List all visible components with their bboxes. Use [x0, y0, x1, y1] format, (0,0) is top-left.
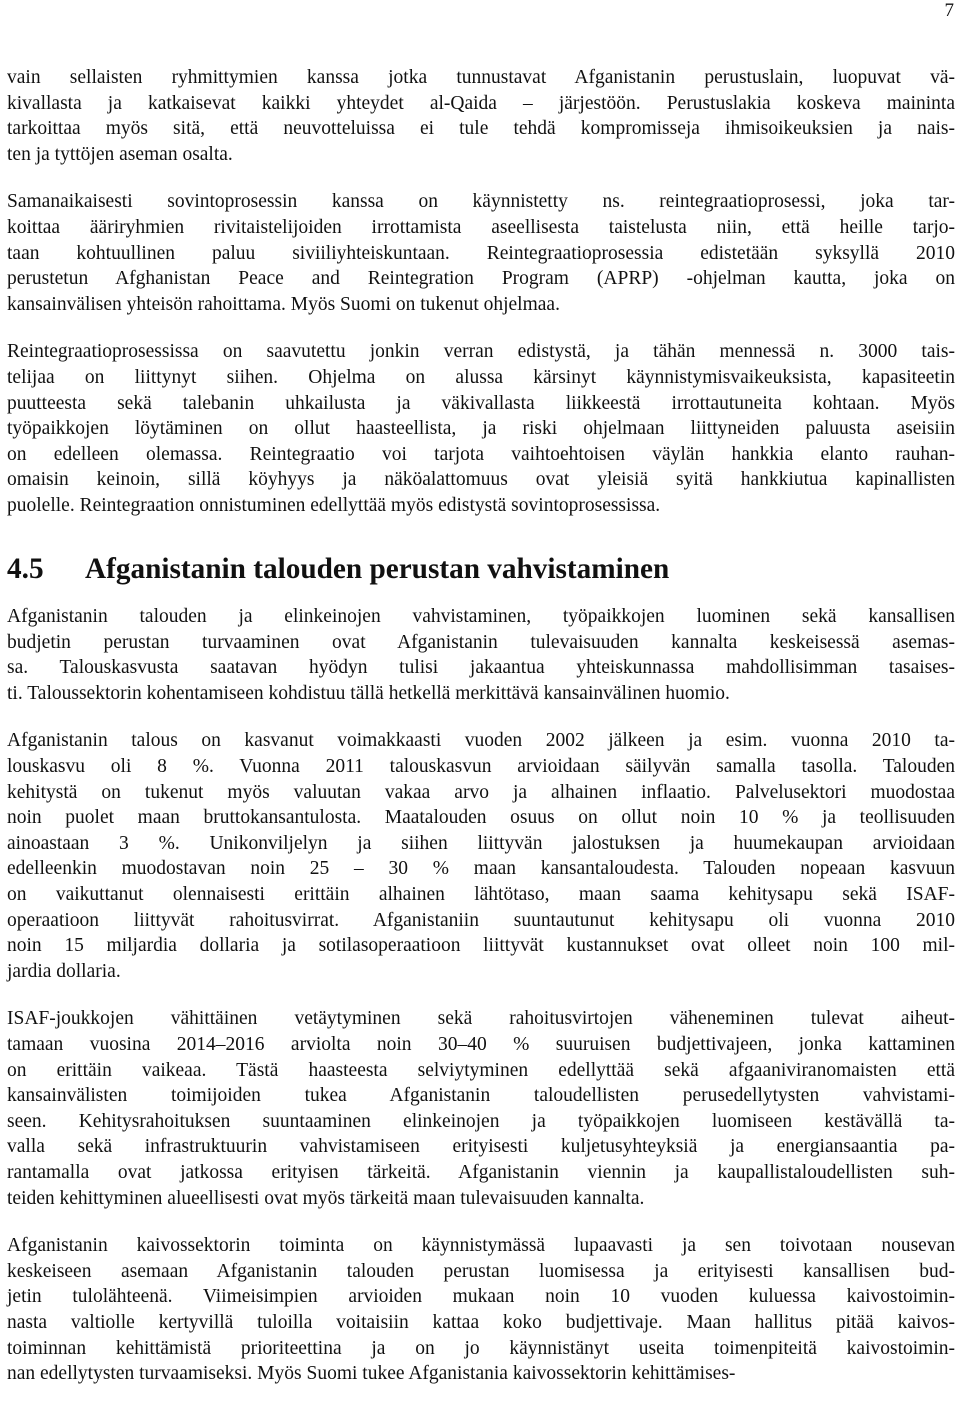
paragraph [7, 65, 955, 167]
text-line: ainoastaan 3 %. Unikonviljelyn ja siihen liittyvän jalostuksen ja huumekaupan arvioidaan [7, 832, 955, 854]
text-line: nan edellytysten turvaamiseksi. Myös Suomi tukee Afganistania kaivossektorin kehittämises- [7, 1363, 736, 1385]
text-line: louskasvu oli 8 %. Vuonna 2011 talouskasvun arvioidaan säilyvän samalla tasolla. Talouden [7, 756, 955, 778]
text-line: Samanaikaisesti sovintoprosessin kanssa on käynnistetty ns. reintegraatioprosessi, joka tar- [7, 191, 955, 213]
paragraph [7, 728, 955, 984]
text-line: valla sekä infrastruktuurin vahvistamiseen erityisesti kuljetusyhteyksiä ja energiansaantia pa- [7, 1136, 955, 1158]
text-line: nasta valtiolle kertyvillä tuloilla voitaisiin kattaa koko budjettivaje. Maan hallitus pitää kaivos- [7, 1311, 955, 1333]
text-line: Reintegraatioprosessissa on saavutettu jonkin verran edistystä, ja tähän mennessä n. 3000 tais- [7, 341, 955, 363]
text-line: noin 15 miljardia dollaria ja sotilasoperaatioon liittyvät kustannukset ovat olleet noin 100 mil- [7, 935, 955, 957]
section-heading [7, 552, 955, 585]
section-paragraphs [7, 604, 955, 1387]
paragraph [7, 604, 955, 706]
text-line: tarkoittaa myös sitä, että neuvotteluissa ei tule tehdä kompromisseja ihmisoikeuksien ja nais- [7, 118, 955, 140]
text-line: toiminnan kehittämistä prioriteettina ja on jo käynnistänyt useita toimenpiteitä kaivostoimin- [7, 1337, 955, 1359]
text-line: edelleenkin muodostavan noin 25 – 30 % maan kansantaloudesta. Talouden nopeaan kasvuun [7, 858, 955, 880]
page-number: 7 [944, 0, 954, 21]
text-line: Afganistanin talouden ja elinkeinojen vahvistaminen, työpaikkojen luominen sekä kansallisen [7, 606, 955, 628]
text-line: on vaikuttanut olennaisesti erittäin alhainen lähtötaso, maan saama kehitysapu sekä ISAF- [7, 884, 955, 906]
text-line: vain sellaisten ryhmittymien kanssa jotka tunnustavat Afganistanin perustuslain, luopuvat vä- [7, 67, 955, 88]
text-line: koittaa ääriryhmien rivitaistelijoiden irrottamista aseellisesta taistelusta niin, että heille tarjo- [7, 216, 955, 238]
text-line: jetin tulolähteenä. Viimeisimpien arvioiden mukaan noin 10 vuoden kuluessa kaivostoimin- [7, 1286, 955, 1308]
text-line: ti. Taloussektorin kohentamiseen kohdistuu tällä hetkellä merkittävä kansainvälinen huomio. [7, 682, 730, 704]
text-line: keskeiseen asemaan Afganistanin talouden perustan luomisessa ja erityisesti kansallisen bud- [7, 1260, 955, 1282]
text-line: operaatioon liittyvät rahoitusvirrat. Afganistaniin suuntautunut kehitysapu oli vuonna 2010 [7, 909, 955, 931]
text-line: kansainvälisten toimijoiden tukea Afganistanin taloudellisten perusedellytysten vahvistami- [7, 1085, 955, 1107]
paragraph [7, 339, 955, 518]
paragraph [7, 1006, 955, 1211]
text-line: kehitystä on tukenut myös valuutan vakaa arvo ja alhainen inflaatio. Palvelusektori muodostaa [7, 781, 955, 803]
text-line: budjetin perustan turvaaminen ovat Afganistanin tulevaisuuden kannalta keskeisessä asemas- [7, 631, 955, 653]
text-line: puutteesta sekä talebanin uhkailusta ja väkivallasta liikkeestä irrottautuneita kohtaan. Myös [7, 392, 955, 414]
text-line: omaisin keinoin, sillä köyhyys ja näköalattomuus ovat yleisiä syitä hankkiutua kapinallisten [7, 469, 955, 491]
text-line: seen. Kehitysrahoituksen suuntaaminen elinkeinojen ja työpaikkojen luomiseen kestävällä ta- [7, 1110, 955, 1132]
text-line: sa. Talouskasvusta saatavan hyödyn tulisi jakaantua yhteiskunnassa mahdollisimman tasaises- [7, 657, 955, 679]
paragraph [7, 189, 955, 317]
text-line: kansainvälisen yhteisön rahoittama. Myös Suomi on tukenut ohjelmaa. [7, 293, 560, 315]
text-line: taan kohtuullinen paluu siviiliyhteiskuntaan. Reintegraatioprosessia edistetään syksyllä 2010 [7, 242, 955, 264]
text-line: perustetun Afghanistan Peace and Reintegration Program (APRP) -ohjelman kautta, joka on [7, 268, 955, 290]
text-line: rantamalla ovat jatkossa erityisen tärkeitä. Afganistanin viennin ja kaupallistaloudellisten suh- [7, 1161, 955, 1183]
text-line: teiden kehittyminen alueellisesti ovat myös tärkeitä maan tulevaisuuden kannalta. [7, 1187, 645, 1209]
intro-paragraphs [7, 65, 955, 519]
text-line: Afganistanin kaivossektorin toiminta on käynnistymässä lupaavasti ja sen toivotaan nousevan [7, 1235, 955, 1257]
text-line: Afganistanin talous on kasvanut voimakkaasti vuoden 2002 jälkeen ja esim. vuonna 2010 ta- [7, 730, 955, 752]
document-body [7, 65, 955, 1387]
section-number: 4.5 [7, 552, 44, 585]
text-line: telijaa on liittynyt siihen. Ohjelma on alussa kärsinyt käynnistymisvaikeuksista, kapasiteetin [7, 366, 955, 388]
text-line: puolelle. Reintegraation onnistuminen edellyttää myös edistystä sovintoprosessissa. [7, 494, 661, 516]
text-line: ten ja tyttöjen aseman osalta. [7, 143, 233, 165]
text-line: ISAF-joukkojen vähittäinen vetäytyminen sekä rahoitusvirtojen väheneminen tulevat aiheut- [7, 1008, 955, 1030]
text-line: noin puolet maan bruttokansantulosta. Maatalouden osuus on ollut noin 10 % ja teollisuuden [7, 807, 955, 829]
text-line: on edelleen olemassa. Reintegraatio voi tarjota vaihtoehtoisen väylän hankkia elanto rauhan- [7, 443, 955, 465]
section-title: Afganistanin talouden perustan vahvistaminen [85, 552, 670, 585]
text-line: kivallasta ja katkaisevat kaikki yhteydet al-Qaida – järjestöön. Perustuslakia koskeva maininta [7, 92, 955, 114]
paragraph [7, 1233, 955, 1387]
text-line: työpaikkojen löytäminen on ollut haasteellista, ja riski ohjelmaan liittyneiden paluusta aseisiin [7, 418, 955, 440]
text-line: jardia dollaria. [7, 960, 121, 982]
text-line: tamaan vuosina 2014–2016 arviolta noin 30–40 % suuruisen budjettivajeen, jonka kattaminen [7, 1034, 955, 1055]
text-line: on erittäin vaikeaa. Tästä haasteesta selviytyminen edellyttää sekä afgaaniviranomaisten että [7, 1059, 955, 1081]
